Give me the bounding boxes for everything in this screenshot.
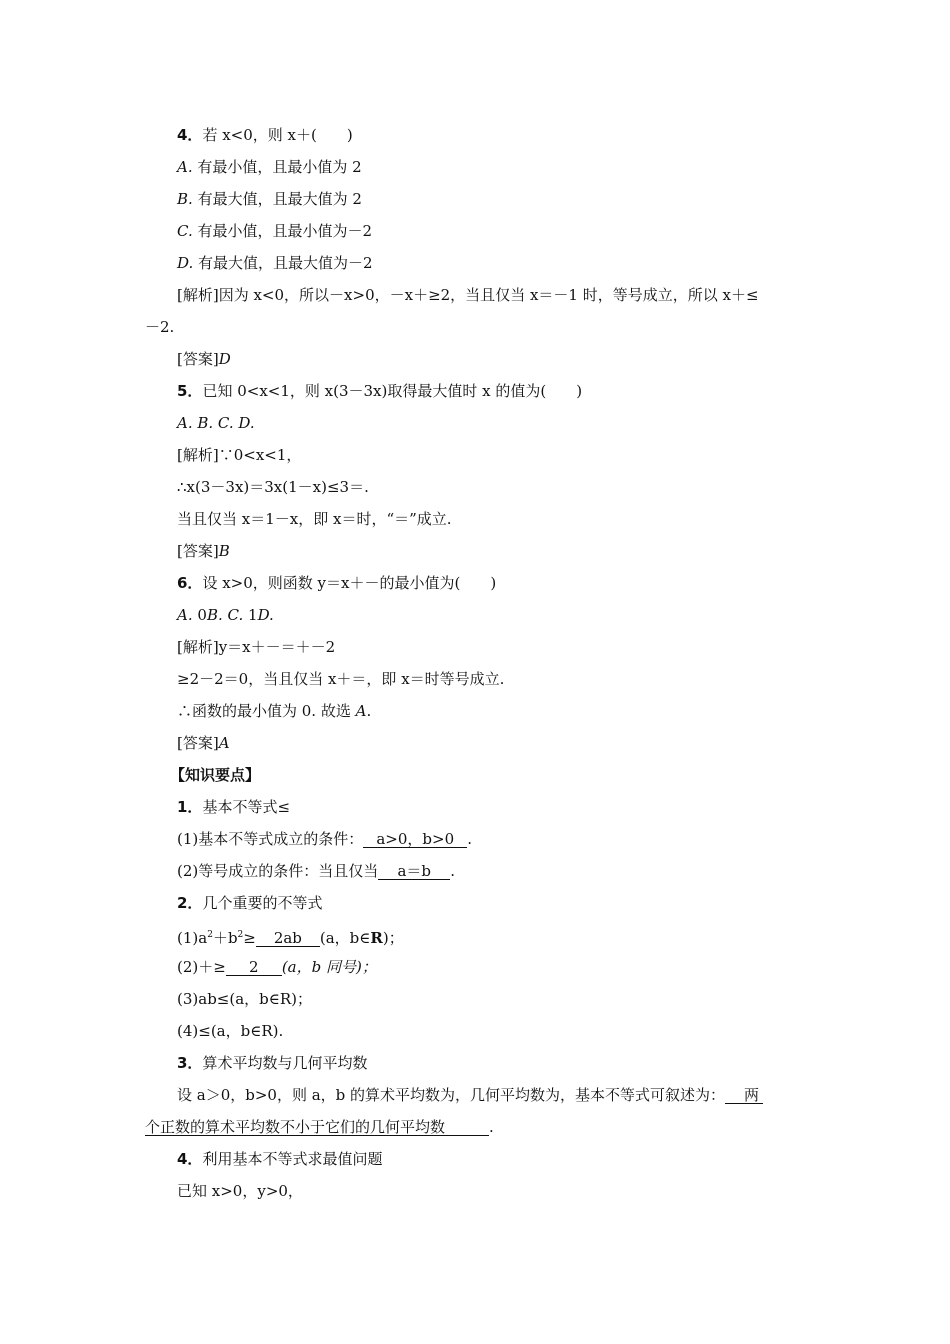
option-text: 有最小值，且最小值为 2 — [197, 158, 362, 176]
point-text: (a，b∈ — [319, 929, 371, 947]
answer-prefix: [答案] — [177, 734, 219, 752]
q6-analysis-line1: [解析]y＝x＋－＝＋－2 — [177, 638, 336, 656]
q5-number: 5． — [177, 382, 203, 400]
q4-analysis-line1: [解析]因为 x<0，所以－x>0，－x＋≥2，当且仅当 x＝－1 时，等号成立，所以 x＋≤ — [177, 286, 759, 304]
section-2-point-3: (3)ab≤(a，b∈R)； — [177, 990, 313, 1008]
option-label: C. — [177, 222, 193, 240]
section-2-point-1 — [177, 925, 404, 948]
option-text: 有最大值，且最大值为 2 — [197, 190, 362, 208]
analysis-text: ∴函数的最小值为 0. 故选 — [177, 702, 356, 720]
section-number: 1． — [177, 798, 203, 816]
option-text: 有最小值，且最小值为－2 — [197, 222, 373, 240]
point-text: )； — [382, 929, 404, 947]
section-title-text: 基本不等式≤ — [202, 798, 291, 816]
section-title-text: 利用基本不等式求最值问题 — [202, 1150, 383, 1168]
section-number: 2． — [177, 894, 203, 912]
q4-option-a — [177, 157, 362, 177]
point-text: . — [467, 830, 473, 848]
q5-stem-line — [177, 381, 582, 401]
point-text: . — [489, 1118, 494, 1136]
q4-analysis-line2: －2. — [145, 318, 175, 336]
point-text: (1)a — [177, 929, 208, 947]
superscript: 2 — [207, 930, 213, 940]
analysis-choice: A — [355, 702, 367, 720]
fill-blank: 2 — [226, 957, 282, 976]
q4-number: 4． — [177, 126, 203, 144]
option-text: 0 — [197, 606, 207, 624]
q6-stem-line — [177, 573, 496, 593]
q4-answer — [177, 349, 231, 369]
section-3-title — [177, 1053, 367, 1073]
q5-answer — [177, 541, 230, 561]
real-set-symbol: R — [370, 929, 383, 947]
answer-value: D — [218, 350, 231, 368]
knowledge-heading: 【知识要点】 — [170, 766, 261, 784]
q4-stem: 若 x<0，则 x＋( ) — [202, 126, 353, 144]
q5-analysis-line2: ∴x(3－3x)＝3x(1－x)≤3＝. — [177, 478, 369, 496]
section-title-text: 算术平均数与几何平均数 — [202, 1054, 368, 1072]
section-number: 4． — [177, 1150, 203, 1168]
fill-blank: a＝b — [378, 861, 450, 880]
answer-value: A — [218, 734, 230, 752]
point-text: ≥ — [243, 929, 256, 947]
q5-analysis-line1: [解析]∵0<x<1， — [177, 446, 302, 464]
option-label: B. — [177, 190, 193, 208]
section-4-title — [177, 1149, 382, 1169]
section-2-point-2 — [177, 957, 377, 977]
q4-stem-line — [177, 125, 353, 145]
point-text: (a，b 同号)； — [281, 958, 377, 976]
q6-stem: 设 x>0，则函数 y＝x＋－的最小值为( ) — [202, 574, 497, 592]
fill-blank: 两 — [725, 1085, 763, 1104]
point-text: (2)＋≥ — [177, 958, 226, 976]
point-text: 设 a＞0，b>0，则 a，b 的算术平均数为，几何平均数为，基本不等式可叙述为： — [177, 1086, 726, 1104]
option-label: D. — [257, 606, 274, 624]
q5-stem: 已知 0<x<1，则 x(3－3x)取得最大值时 x 的值为( ) — [202, 382, 583, 400]
analysis-text: . — [366, 702, 372, 720]
option-label: A. — [177, 606, 193, 624]
section-3-point-1 — [177, 1085, 763, 1105]
q4-option-b — [177, 189, 362, 209]
option-text: 有最大值，且最大值为－2 — [198, 254, 373, 272]
section-1-title — [177, 797, 290, 817]
q6-answer — [177, 733, 230, 753]
point-text: (1)基本不等式成立的条件： — [177, 830, 364, 848]
section-number: 3． — [177, 1054, 203, 1072]
q6-analysis-line2: ≥2－2＝0，当且仅当 x＋＝，即 x＝时等号成立. — [177, 670, 505, 688]
fill-blank: 个正数的算术平均数不小于它们的几何平均数 — [145, 1117, 489, 1136]
q5-options: A. B. C. D. — [177, 414, 255, 432]
q6-options — [177, 605, 274, 625]
section-2-title — [177, 893, 322, 913]
fill-blank: a>0，b>0 — [363, 829, 467, 848]
section-1-point-2 — [177, 861, 455, 881]
option-label: A. — [177, 158, 193, 176]
superscript: 2 — [237, 930, 244, 940]
point-text: ＋b — [212, 929, 238, 947]
q5-analysis-line3: 当且仅当 x＝1－x，即 x＝时，“＝”成立. — [177, 510, 452, 528]
section-3-point-1-cont — [145, 1117, 494, 1137]
answer-value: B — [218, 542, 230, 560]
answer-prefix: [答案] — [177, 350, 219, 368]
section-title-text: 几个重要的不等式 — [202, 894, 323, 912]
section-2-point-4: (4)≤(a，b∈R). — [177, 1022, 284, 1040]
section-1-point-1 — [177, 829, 472, 849]
q4-option-c — [177, 221, 372, 241]
fill-blank: 2ab — [256, 928, 320, 947]
section-4-point-1: 已知 x>0，y>0， — [177, 1182, 303, 1200]
q4-option-d — [177, 253, 373, 273]
option-label: B. — [206, 606, 223, 624]
answer-prefix: [答案] — [177, 542, 219, 560]
point-text: (2)等号成立的条件：当且仅当 — [177, 862, 379, 880]
point-text: . — [450, 862, 456, 880]
q6-analysis-line3 — [177, 701, 371, 721]
option-label: C. — [227, 606, 244, 624]
option-label: D. — [177, 254, 194, 272]
option-text: 1 — [248, 606, 258, 624]
q6-number: 6． — [177, 574, 203, 592]
